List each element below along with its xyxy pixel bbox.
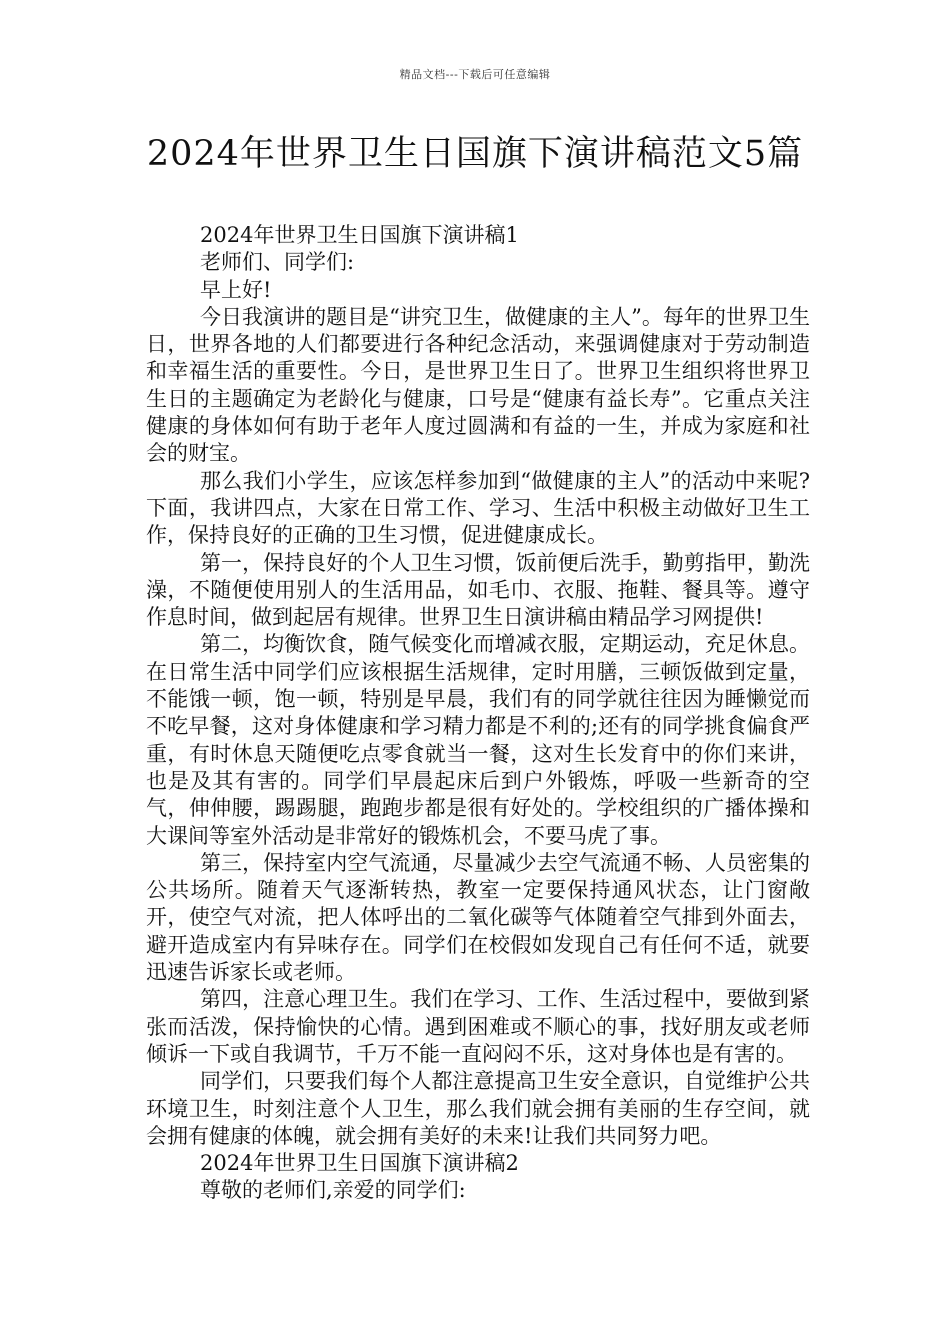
speech1-paragraph: 第四，注意心理卫生。我们在学习、工作、生活过程中，要做到紧张而活泼，保持愉快的心情。遇到困难或不顺心的事，找好朋友或老师倾诉一下或自我调节，千万不能一直闷闷不乐，这对身体也是有害的。 xyxy=(146,987,810,1066)
speech1-paragraph: 今日我演讲的题目是“讲究卫生，做健康的主人”。每年的世界卫生日，世界各地的人们都要进行各种纪念活动，来强调健康对于劳动制造和幸福生活的重要性。今日，是世界卫生日了。世界卫生组织将世界卫生日的主题确定为老龄化与健康，口号是“健康有益长寿”。它重点关注健康的身体如何有助于老年人度过圆满和有益的一生，并成为家庭和社会的财宝。 xyxy=(146,304,810,466)
speech1-salutation: 老师们、同学们: xyxy=(200,250,355,275)
speech1-paragraph: 同学们，只要我们每个人都注意提高卫生安全意识，自觉维护公共环境卫生，时刻注意个人卫生，那么我们就会拥有美丽的生存空间，就会拥有健康的体魄，就会拥有美好的未来!让我们共同努力吧。 xyxy=(146,1069,810,1148)
speech1-paragraph: 那么我们小学生，应该怎样参加到“做健康的主人”的活动中来呢?下面，我讲四点，大家在日常工作、学习、生活中积极主动做好卫生工作，保持良好的正确的卫生习惯，促进健康成长。 xyxy=(146,468,810,548)
speech2-heading: 2024年世界卫生日国旗下演讲稿2 xyxy=(200,1151,519,1176)
speech1-paragraph: 第三，保持室内空气流通，尽量减少去空气流通不畅、人员密集的公共场所。随着天气逐渐转热，教室一定要保持通风状态，让门窗敞开，使空气对流，把人体呼出的二氧化碳等气体随着空气排到外面去，避开造成室内有异味存在。同学们在校假如发现自己有任何不适，就要迅速告诉家长或老师。 xyxy=(146,850,810,985)
speech1-paragraph: 第一，保持良好的个人卫生习惯，饭前便后洗手，勤剪指甲，勤洗澡，不随便使用别人的生活用品，如毛巾、衣服、拖鞋、餐具等。遵守作息时间，做到起居有规律。世界卫生日演讲稿由精品学习网提供! xyxy=(146,550,810,630)
speech1-heading: 2024年世界卫生日国旗下演讲稿1 xyxy=(200,223,519,247)
document-body xyxy=(146,222,810,1205)
document-title: 2024年世界卫生日国旗下演讲稿范文5篇 xyxy=(146,134,804,174)
speech1-paragraph: 第二，均衡饮食，随气候变化而增减衣服，定期运动，充足休息。在日常生活中同学们应该根据生活规律，定时用膳，三顿饭做到定量，不能饿一顿，饱一顿，特别是早晨，我们有的同学就往往因为睡懒觉而不吃早餐，这对身体健康和学习精力都是不利的;还有的同学挑食偏食严重，有时休息天随便吃点零食就当一餐，这对生长发育中的你们来讲，也是及其有害的。同学们早晨起床后到户外锻炼，呼吸一些新奇的空气，伸伸腰，踢踢腿，跑跑步都是很有好处的。学校组织的广播体操和大课间等室外活动是非常好的锻炼机会，不要马虎了事。 xyxy=(146,632,810,848)
speech2-salutation: 尊敬的老师们,亲爱的同学们: xyxy=(200,1178,466,1203)
speech1-greeting: 早上好! xyxy=(200,277,272,302)
page-header-note: 精品文档---下载后可任意编辑 xyxy=(399,68,551,81)
